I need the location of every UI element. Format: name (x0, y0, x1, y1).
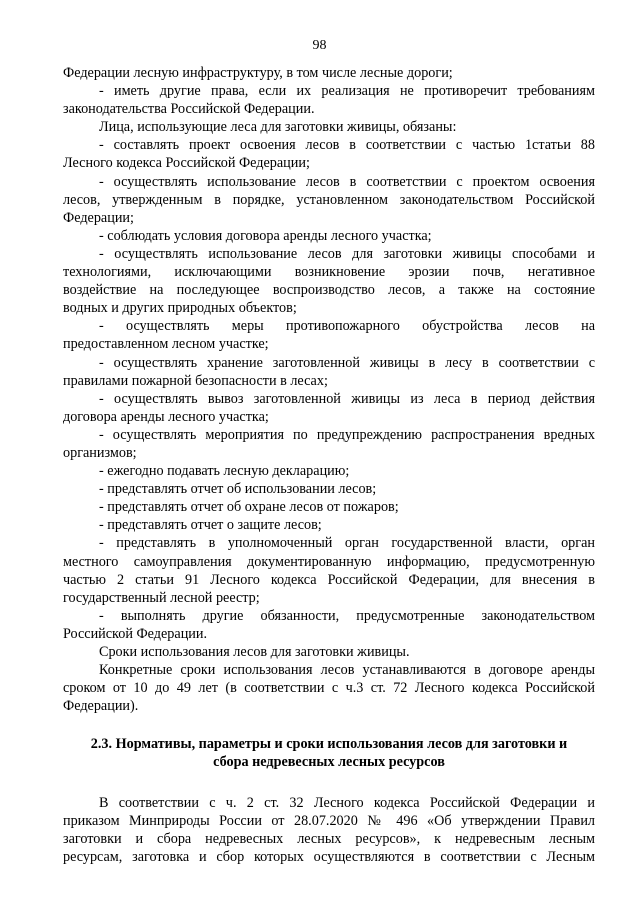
text-line: В соответствии с ч. 2 ст. 32 Лесного кодекса Российской Федерации и (99, 794, 595, 811)
text-line: правилами пожарной безопасности в лесах; (63, 372, 328, 389)
text-block-1 (63, 64, 595, 715)
text-line: - выполнять другие обязанности, предусмотренные законодательством (99, 607, 595, 624)
text-line: - составлять проект освоения лесов в соответствии с частью 1статьи 88 (99, 137, 595, 154)
text-line: законодательства Российской Федерации. (63, 101, 315, 118)
text-line: воздействие на последующее воспроизводство лесов, а также на состояние (63, 282, 595, 299)
text-line: - осуществлять вывоз заготовленной живицы из леса в период действия (99, 390, 595, 407)
text-line: приказом Минприроды России от 28.07.2020 № 496 «Об утверждении Правил (63, 812, 595, 829)
text-line: заготовки и сбора недревесных лесных ресурсов», к недревесным лесным (63, 830, 595, 847)
text-line: местного самоуправления документированную информацию, предусмотренную (63, 553, 595, 570)
text-line: Лица, использующие леса для заготовки живицы, обязаны: (99, 119, 457, 136)
text-line: - ежегодно подавать лесную декларацию; (99, 463, 350, 480)
text-line: технологиями, исключающими возникновение эрозии почв, негативное (63, 264, 595, 281)
text-line: - осуществлять использование лесов в соответствии с проектом освоения (99, 173, 595, 190)
text-line: лесов, утвержденным в порядке, установленном законодательством Российской (63, 191, 595, 208)
section-heading-line-1: 2.3. Нормативы, параметры и сроки использования лесов для заготовки и (90, 736, 568, 753)
text-line: Лесного кодекса Российской Федерации; (63, 155, 310, 172)
text-line: - представлять отчет о защите лесов; (99, 517, 322, 534)
text-line: - осуществлять использование лесов для заготовки живицы способами и (99, 245, 595, 262)
text-line: предоставленном лесном участке; (63, 336, 269, 353)
text-line: - осуществлять меры противопожарного обустройства лесов на (99, 318, 595, 335)
document-body (63, 64, 595, 866)
text-line: Федерации). (63, 698, 139, 715)
text-line: - соблюдать условия договора аренды лесного участка; (99, 227, 432, 244)
text-line: организмов; (63, 444, 137, 461)
text-line: частью 2 статьи 91 Лесного кодекса Российской Федерации, для внесения в (63, 571, 595, 588)
text-line: сроком от 10 до 49 лет (в соответствии с ч.3 ст. 72 Лесного кодекса Российской (63, 680, 595, 697)
text-line: - осуществлять хранение заготовленной живицы в лесу в соответствии с (99, 354, 595, 371)
spacer (63, 772, 595, 794)
text-line: Российской Федерации. (63, 625, 208, 642)
text-line: договора аренды лесного участка; (63, 408, 269, 425)
text-line: Федерации лесную инфраструктуру, в том числе лесные дороги; (63, 65, 453, 81)
section-heading-line-2: сбора недревесных лесных ресурсов (213, 754, 445, 771)
text-block-2 (63, 794, 595, 866)
text-line: Конкретные сроки использования лесов устанавливаются в договоре аренды (99, 662, 595, 679)
text-line: - представлять отчет об охране лесов от пожаров; (99, 499, 399, 516)
page-number: 98 (312, 38, 327, 53)
text-line: ресурсам, заготовка и сбор которых осуществляются в соответствии с Лесным (63, 848, 595, 865)
text-line: - представлять в уполномоченный орган государственной власти, орган (99, 535, 595, 552)
text-line: государственный лесной реестр; (63, 589, 260, 606)
text-line: Федерации; (63, 209, 134, 226)
text-line: Сроки использования лесов для заготовки живицы. (99, 644, 410, 660)
text-line: водных и других природных объектов; (63, 300, 297, 317)
text-line: - осуществлять мероприятия по предупреждению распространения вредных (99, 426, 595, 443)
text-line: - представлять отчет об использовании лесов; (99, 481, 377, 498)
spacer (63, 715, 595, 735)
text-line: - иметь другие права, если их реализация не противоречит требованиям (99, 83, 595, 100)
